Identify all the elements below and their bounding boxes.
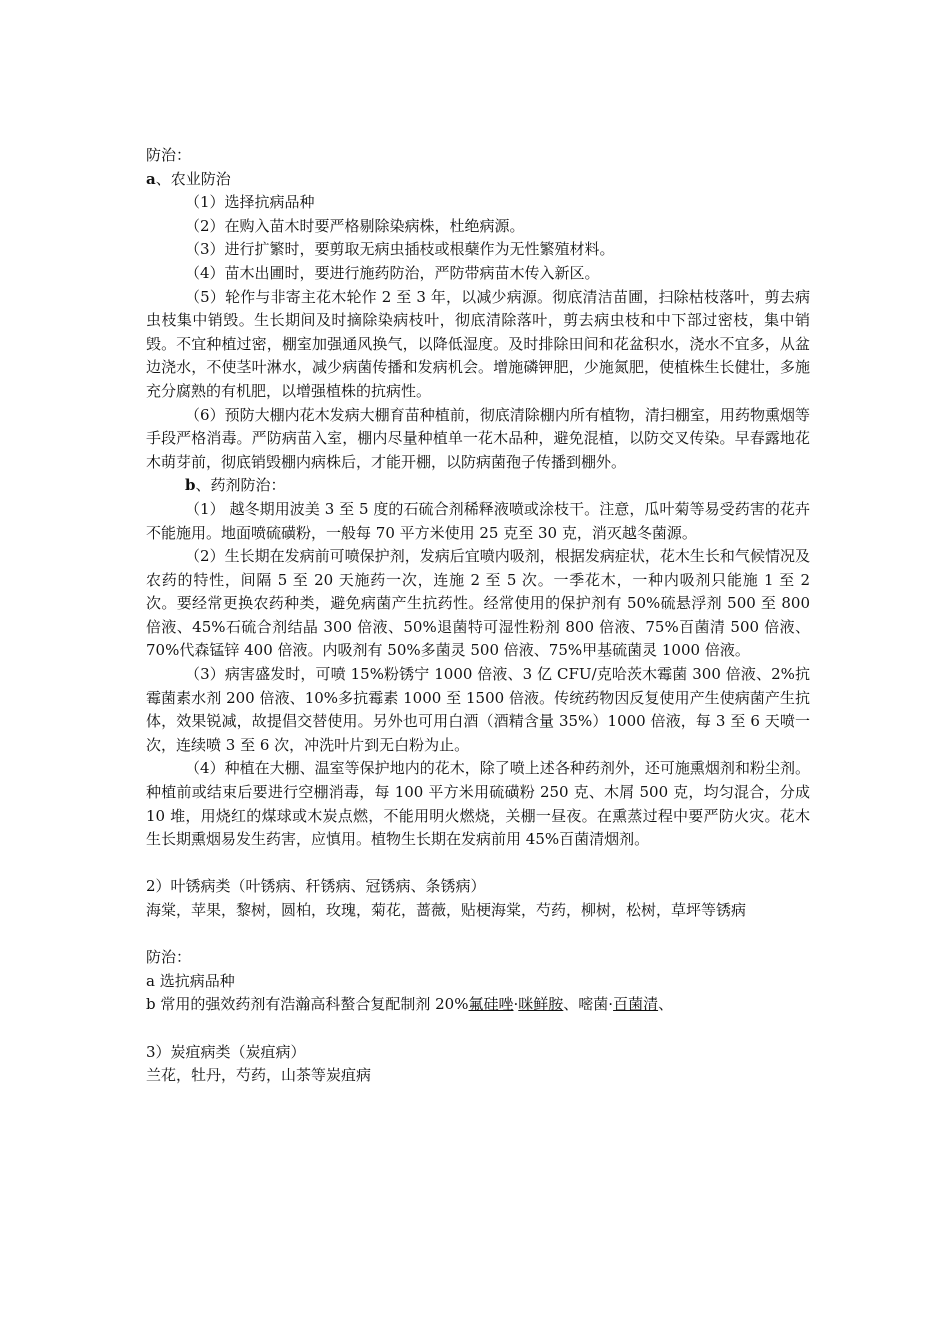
chem-control-prefix: b [185,476,196,495]
link-prochloraz[interactable]: 咪鲜胺 [518,995,564,1014]
document-body [146,144,810,1088]
rust-item-b-dot: · [513,995,519,1014]
chem-control-title [146,474,810,498]
section1-heading: 防治： [146,146,192,164]
agri-item-6: （6）预防大棚内花木发病大棚育苗种植前，彻底清除棚内所有植物，清扫棚室，用药物熏烟等手段严格消毒。严防病苗入室，棚内尽量种植单一花木品种，避免混植，以防交叉传染。早春露地花木萌芽前，彻底销毁棚内病株后，才能开棚，以防病菌孢子传播到棚外。 [146,405,810,471]
agri-item-3: （3）进行扩繁时，要剪取无病虫插枝或根蘖作为无性繁殖材料。 [185,240,615,259]
agri-control-title [146,168,810,192]
rust-item-b-suffix: 、 [658,995,674,1014]
anthracnose-hosts: 兰花，牡丹，芍药，山茶等炭疽病 [146,1066,372,1085]
paragraph-gap [146,1017,810,1041]
link-chlorothalonil[interactable]: 百菌清 [613,995,659,1014]
agri-control-label: 、农业防治 [155,169,231,188]
rust-item-b-mid: 、嘧菌· [563,995,614,1014]
chem-item-1: （1） 越冬期用波美 3 至 5 度的石硫合剂稀释液喷或涂枝干。注意，瓜叶菊等易受药害的花卉不能施用。地面喷硫磺粉，一般每 70 平方米使用 25 克至 30 克，消灭越冬菌源。 [146,499,810,542]
rust-control-heading: 防治： [146,948,192,967]
rust-section-title: 2）叶锈病类（叶锈病、秆锈病、冠锈病、条锈病） [146,877,486,896]
rust-control-item-a: a 选抗病品种 [146,971,235,990]
paragraph-gap [146,852,810,876]
chem-item-3: （3）病害盛发时，可喷 15%粉锈宁 1000 倍液、3 亿 CFU/克哈茨木霉菌 300 倍液、2%抗霉菌素水剂 200 倍液、10%多抗霉素 1000 至 1500 倍液。传统药物因反复使用产生使病菌产生抗体，效果锐减，故提倡交替使用。另外也可用白酒（酒精含量 35%）1000 倍液，每 3 至 6 天喷一次，连续喷 3 至 6 次，冲洗叶片到无白粉为止。 [146,665,810,754]
rust-hosts: 海棠，苹果，黎树，圆柏，玫瑰，菊花，蔷薇，贴梗海棠，芍药，柳树，松树，草坪等锈病 [146,901,747,919]
rust-control-item-b [146,993,810,1017]
chem-control-label: 、药剂防治： [195,476,286,495]
rust-item-b-prefix: b 常用的强效药剂有浩瀚高科螯合复配制剂 20% [146,995,469,1014]
agri-item-2: （2）在购入苗木时要严格剔除染病株，杜绝病源。 [185,216,525,235]
link-flusilazole[interactable]: 氟硅唑 [468,995,514,1014]
agri-control-prefix: a [146,169,156,188]
paragraph-gap [146,923,810,947]
agri-item-5: （5）轮作与非寄主花木轮作 2 至 3 年，以减少病源。彻底清洁苗圃，扫除枯枝落叶，剪去病虫枝集中销毁。生长期间及时摘除染病枝叶，彻底清除落叶，剪去病虫枝和中下部过密枝，集中销毁。不宜种植过密，棚室加强通风换气，以降低湿度。及时排除田间和花盆积水，浇水不宜多，从盆边浇水，不使茎叶淋水，减少病菌传播和发病机会。增施磷钾肥，少施氮肥，使植株生长健壮，多施充分腐熟的有机肥，以增强植株的抗病性。 [146,287,810,400]
anthracnose-section-title: 3）炭疽病类（炭疽病） [146,1042,306,1061]
agri-item-4: （4）苗木出圃时，要进行施药防治，严防带病苗木传入新区。 [185,263,600,282]
chem-item-4: （4）种植在大棚、温室等保护地内的花木，除了喷上述各种药剂外，还可施熏烟剂和粉尘剂。种植前或结束后要进行空棚消毒，每 100 平方米用硫磺粉 250 克、木屑 500 克，均匀混合，分成 10 堆，用烧红的煤球或木炭点燃，不能用明火燃烧，关棚一昼夜。在熏蒸过程中要严防火灾。花木生长期熏烟易发生药害，应慎用。植物生长期在发病前用 45%百菌清烟剂。 [146,759,810,849]
chem-item-2: （2）生长期在发病前可喷保护剂，发病后宜喷内吸剂，根据发病症状，花木生长和气候情况及农药的特性，间隔 5 至 20 天施药一次，连施 2 至 5 次。一季花木，一种内吸剂只能施 1 至 2 次。要经常更换农药种类，避免病菌产生抗药性。经常使用的保护剂有 50%硫悬浮剂 500 至 800 倍液、45%石硫合剂结晶 300 倍液、50%退菌特可湿性粉剂 800 倍液、75%百菌清 500 倍液、 70%代森锰锌 400 倍液。内吸剂有 50%多菌灵 500 倍液、75%甲基硫菌灵 1000 倍液。 [146,547,810,660]
agri-item-1: （1）选择抗病品种 [185,193,315,212]
